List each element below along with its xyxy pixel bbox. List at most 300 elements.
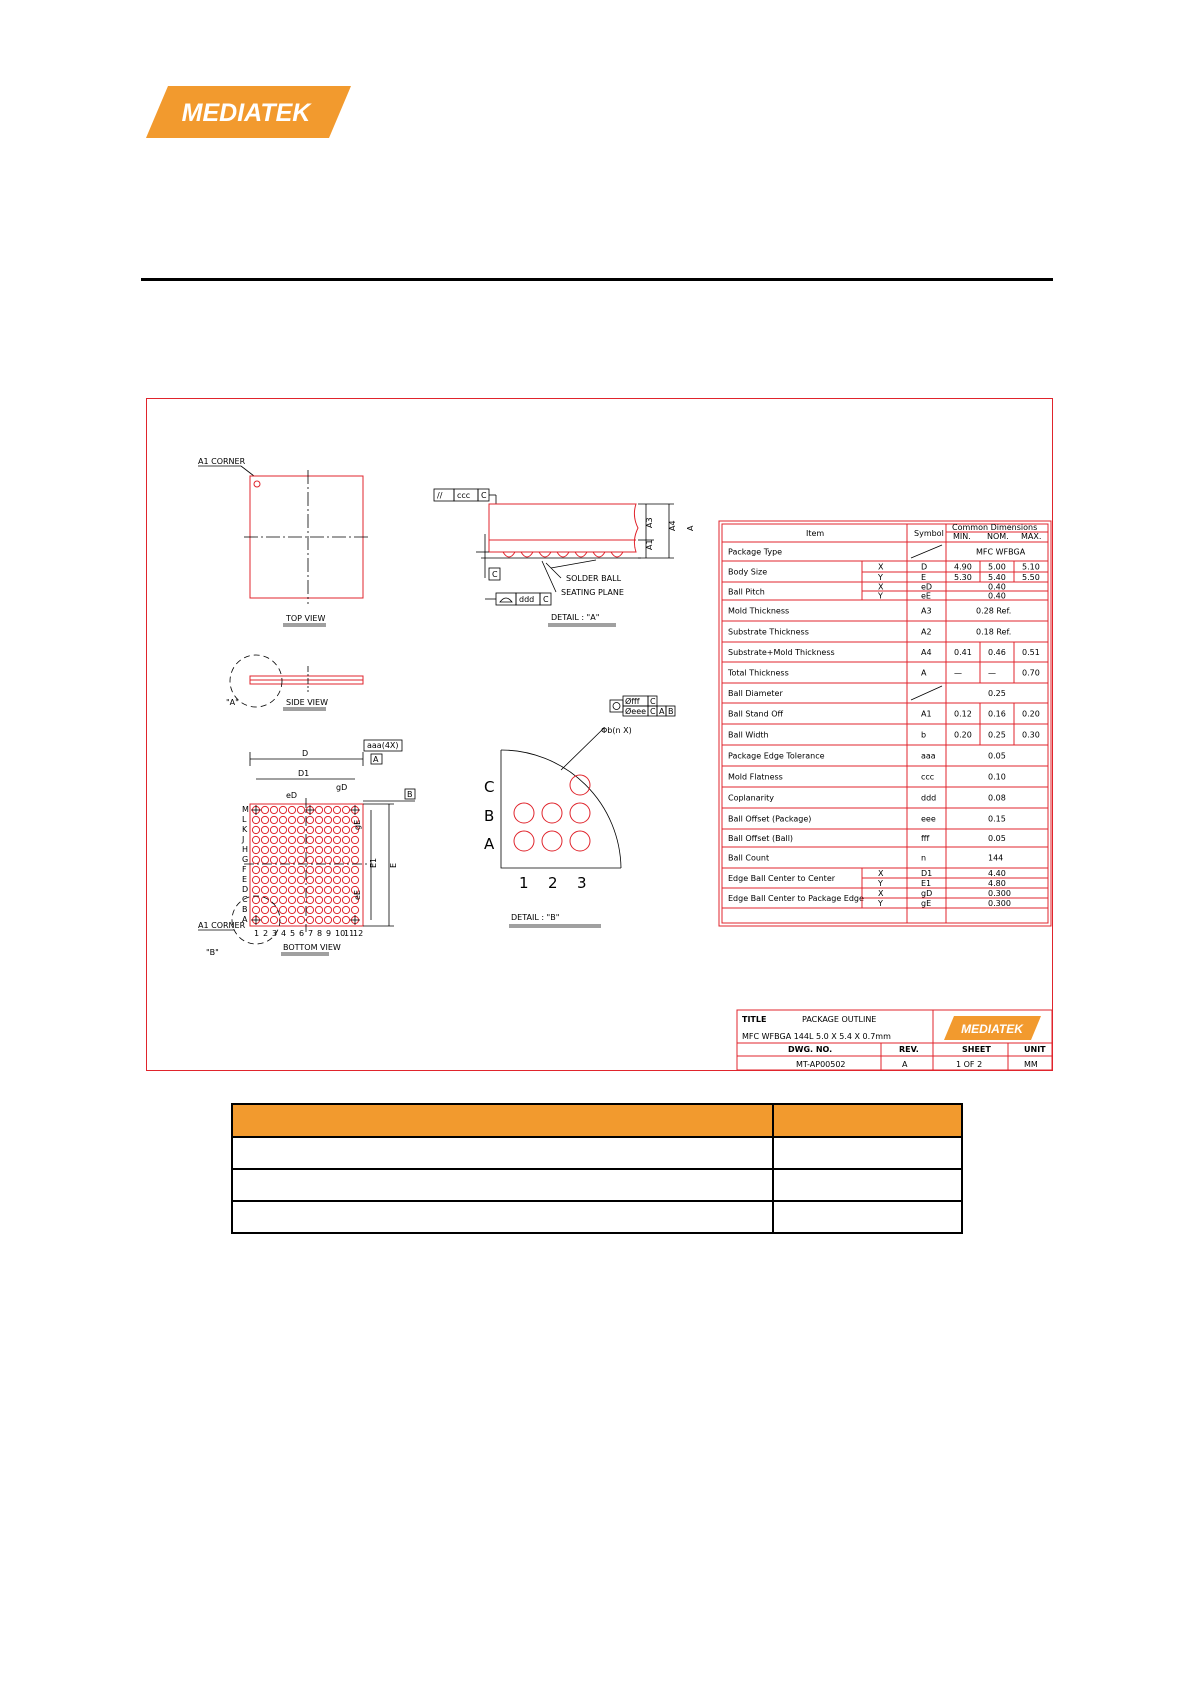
svg-text:A3: A3 [645, 517, 654, 528]
row-label: J [242, 835, 245, 844]
svg-text:0.10: 0.10 [988, 772, 1006, 782]
svg-text:Ball Width: Ball Width [728, 730, 769, 740]
revision-table-cell [232, 1137, 773, 1169]
svg-text:Common Dimensions: Common Dimensions [952, 523, 1038, 532]
solder-ball [270, 846, 277, 853]
solder-ball [252, 906, 259, 913]
svg-text:0.28 Ref.: 0.28 Ref. [976, 606, 1012, 616]
dim-table-row [722, 854, 1048, 869]
solder-ball [342, 906, 349, 913]
svg-text:REV.: REV. [899, 1045, 919, 1054]
solder-ball [288, 806, 295, 813]
svg-text:eE: eE [921, 591, 931, 601]
svg-text:Package Edge Tolerance: Package Edge Tolerance [728, 751, 825, 761]
svg-text:Substrate+Mold Thickness: Substrate+Mold Thickness [728, 648, 835, 657]
svg-text:0.12: 0.12 [954, 709, 972, 719]
solder-ball [342, 836, 349, 843]
solder-ball [261, 916, 268, 923]
svg-text:0.70: 0.70 [1022, 668, 1040, 678]
solder-ball [252, 826, 259, 833]
solder-ball [333, 856, 340, 863]
solder-ball [306, 816, 313, 823]
revision-table-row [232, 1169, 962, 1201]
svg-text:Ball Count: Ball Count [728, 853, 770, 863]
svg-text:Mold Thickness: Mold Thickness [728, 606, 790, 616]
svg-text:MEDIATEK: MEDIATEK [961, 1022, 1023, 1036]
detail-a [434, 489, 695, 626]
solder-ball [270, 886, 277, 893]
solder-ball [342, 806, 349, 813]
a1-marker [254, 481, 260, 487]
svg-text:A2: A2 [921, 627, 932, 637]
svg-text:A: A [484, 835, 495, 853]
dim-table-row [722, 628, 1048, 643]
svg-text:0.30: 0.30 [1022, 730, 1040, 740]
svg-text:TITLE: TITLE [742, 1015, 767, 1024]
svg-text:aaa: aaa [921, 751, 936, 761]
svg-text:1: 1 [519, 874, 529, 892]
svg-text:4.80: 4.80 [988, 879, 1006, 888]
svg-text:C: C [484, 778, 495, 796]
svg-text:0.25: 0.25 [988, 689, 1006, 698]
solder-ball [279, 896, 286, 903]
ball-grid [244, 798, 372, 932]
solder-ball [261, 876, 268, 883]
solder-ball [333, 906, 340, 913]
solder-ball [342, 876, 349, 883]
svg-text:Total Thickness: Total Thickness [728, 668, 789, 678]
svg-text:E1: E1 [369, 857, 378, 868]
svg-text:A: A [686, 525, 695, 531]
svg-text:4.90: 4.90 [954, 562, 972, 572]
svg-text:C: C [492, 570, 498, 579]
svg-text:Y: Y [878, 591, 883, 601]
svg-text:"A": "A" [226, 698, 239, 707]
solder-ball [342, 846, 349, 853]
mediatek-logo [146, 86, 351, 138]
svg-text:A: A [902, 1060, 908, 1069]
solder-ball [297, 806, 304, 813]
solder-ball [333, 826, 340, 833]
solder-ball [306, 826, 313, 833]
solder-ball [279, 906, 286, 913]
solder-ball [288, 916, 295, 923]
svg-text:D1: D1 [298, 769, 310, 778]
header-rule [141, 278, 1053, 281]
dim-table-row [722, 834, 1048, 847]
svg-text:0.08: 0.08 [988, 793, 1006, 803]
solder-ball [279, 826, 286, 833]
revision-table-row [232, 1201, 962, 1233]
svg-text:B: B [484, 807, 495, 825]
svg-text:A: A [659, 707, 665, 716]
svg-text:ccc: ccc [457, 491, 471, 500]
col-label: 12 [353, 929, 364, 938]
solder-ball [324, 806, 331, 813]
svg-text:D: D [302, 749, 309, 758]
svg-text:PACKAGE OUTLINE: PACKAGE OUTLINE [802, 1015, 877, 1024]
svg-text:Y: Y [878, 899, 883, 908]
detail-b-balls [514, 775, 590, 851]
solder-ball [315, 806, 322, 813]
solder-ball [252, 896, 259, 903]
solder-ball [342, 886, 349, 893]
solder-ball [270, 816, 277, 823]
col-labels [254, 929, 363, 938]
solder-ball [342, 896, 349, 903]
row-label: G [242, 855, 249, 864]
dim-table-row [722, 703, 1048, 724]
solder-ball [252, 836, 259, 843]
svg-text:SHEET: SHEET [962, 1045, 991, 1054]
svg-text:A: A [921, 668, 927, 678]
solder-ball [279, 876, 286, 883]
solder-ball [279, 806, 286, 813]
solder-ball [324, 906, 331, 913]
solder-ball [270, 866, 277, 873]
svg-text:X: X [878, 869, 884, 878]
svg-text:A3: A3 [921, 606, 932, 616]
solder-ball [297, 916, 304, 923]
col-label: 6 [299, 929, 305, 938]
svg-text:5.30: 5.30 [954, 573, 972, 582]
solder-ball [270, 896, 277, 903]
svg-text:5.10: 5.10 [1022, 562, 1040, 572]
solder-ball [288, 906, 295, 913]
drawing-frame [147, 399, 1053, 1071]
svg-text:—: — [954, 668, 962, 678]
solder-ball [279, 816, 286, 823]
svg-text:0.18 Ref.: 0.18 Ref. [976, 627, 1012, 637]
svg-text:2: 2 [548, 874, 558, 892]
solder-ball [297, 876, 304, 883]
solder-ball [270, 906, 277, 913]
svg-text:Ball Pitch: Ball Pitch [728, 587, 765, 597]
solder-ball [297, 846, 304, 853]
revision-table-cell [773, 1104, 962, 1137]
dim-table-row [722, 591, 1048, 601]
svg-text:Y: Y [878, 573, 883, 582]
svg-text:n: n [921, 853, 927, 863]
svg-text:MT-AP00502: MT-AP00502 [796, 1060, 846, 1069]
col-label: 11 [344, 929, 355, 938]
svg-text:0.40: 0.40 [988, 582, 1006, 592]
svg-text:Ball Offset (Ball): Ball Offset (Ball) [728, 834, 794, 843]
package-outline-drawing [146, 398, 1053, 1071]
svg-text:Substrate Thickness: Substrate Thickness [728, 627, 809, 637]
solder-ball [333, 876, 340, 883]
solder-ball [342, 916, 349, 923]
svg-text:UNIT: UNIT [1024, 1045, 1046, 1054]
solder-ball [315, 866, 322, 873]
solder-ball [315, 816, 322, 823]
solder-ball [270, 806, 277, 813]
svg-text:E: E [921, 573, 927, 582]
svg-text:1 OF 2: 1 OF 2 [956, 1060, 983, 1069]
revision-table-header [232, 1104, 962, 1137]
solder-ball [306, 896, 313, 903]
solder-ball [333, 886, 340, 893]
svg-text:B: B [668, 707, 674, 716]
solder-ball [333, 916, 340, 923]
svg-text:Øeee: Øeee [625, 707, 647, 716]
solder-ball [342, 856, 349, 863]
svg-text:MIN.: MIN. [953, 532, 971, 541]
solder-ball [270, 916, 277, 923]
svg-text:0.46: 0.46 [988, 648, 1006, 657]
svg-text:A: A [373, 755, 379, 764]
col-label: 5 [290, 929, 296, 938]
title-block [737, 1010, 1052, 1070]
solder-ball [297, 856, 304, 863]
svg-text:0.300: 0.300 [988, 899, 1011, 908]
svg-text:C: C [543, 595, 549, 604]
solder-ball [261, 826, 268, 833]
solder-ball [288, 876, 295, 883]
solder-ball [324, 846, 331, 853]
svg-text:ccc: ccc [921, 772, 935, 782]
solder-ball [342, 866, 349, 873]
svg-text:Edge Ball Center to Package Ed: Edge Ball Center to Package Edge [728, 894, 864, 903]
svg-text:X: X [878, 562, 884, 572]
svg-text:D: D [921, 562, 928, 572]
row-label: M [242, 805, 249, 814]
solder-ball [333, 836, 340, 843]
solder-ball [261, 886, 268, 893]
svg-text:MFC WFBGA 144L 5.0 X 5.4 X 0.7: MFC WFBGA 144L 5.0 X 5.4 X 0.7mm [742, 1032, 891, 1041]
solder-ball [288, 886, 295, 893]
svg-text:DETAIL : "B": DETAIL : "B" [511, 913, 560, 922]
solder-ball [351, 906, 358, 913]
svg-text:0.41: 0.41 [954, 648, 972, 657]
svg-text:Package Type: Package Type [728, 547, 783, 557]
solder-ball [279, 856, 286, 863]
svg-text:Edge Ball Center to Center: Edge Ball Center to Center [728, 874, 836, 883]
solder-ball [270, 876, 277, 883]
svg-text:0.05: 0.05 [988, 834, 1006, 843]
svg-text:A4: A4 [921, 648, 932, 657]
revision-table-row [232, 1137, 962, 1169]
dim-table-row [722, 545, 1048, 561]
svg-text:Symbol: Symbol [914, 529, 944, 538]
detail-b-ball [570, 775, 590, 795]
svg-text:eee: eee [921, 814, 936, 824]
solder-ball [252, 886, 259, 893]
solder-ball [342, 826, 349, 833]
solder-ball [342, 816, 349, 823]
col-label: 3 [272, 929, 278, 938]
detail-b-ball [542, 803, 562, 823]
solder-ball [297, 826, 304, 833]
solder-ball [279, 916, 286, 923]
solder-ball [270, 836, 277, 843]
solder-ball [315, 896, 322, 903]
svg-text:5.00: 5.00 [988, 562, 1006, 572]
svg-text:C: C [481, 491, 487, 500]
svg-text:0.300: 0.300 [988, 889, 1011, 898]
svg-text:E: E [389, 862, 398, 868]
detail-b-ball [514, 831, 534, 851]
svg-text:ddd: ddd [921, 793, 937, 803]
solder-ball [333, 806, 340, 813]
solder-ball [351, 876, 358, 883]
top-view [198, 457, 370, 626]
solder-ball [261, 806, 268, 813]
solder-ball [351, 856, 358, 863]
dimension-table [719, 521, 1051, 926]
svg-text:0.20: 0.20 [954, 730, 972, 740]
svg-text:Y: Y [878, 879, 883, 888]
svg-text:A1 CORNER: A1 CORNER [198, 921, 246, 930]
svg-text:Ball Stand Off: Ball Stand Off [728, 709, 783, 719]
svg-text:144: 144 [988, 853, 1004, 863]
svg-text:D1: D1 [921, 869, 933, 878]
detail-b [484, 696, 675, 927]
solder-ball [261, 816, 268, 823]
svg-text:B: B [407, 790, 413, 799]
svg-text:C: C [650, 707, 656, 716]
solder-ball [252, 856, 259, 863]
row-label: F [242, 865, 247, 874]
svg-text:TOP VIEW: TOP VIEW [286, 614, 326, 623]
detail-b-ball [570, 803, 590, 823]
dim-table-row [722, 607, 1048, 622]
solder-ball [324, 866, 331, 873]
svg-text:SIDE VIEW: SIDE VIEW [286, 698, 328, 707]
solder-ball [306, 886, 313, 893]
detail-b-ball [542, 831, 562, 851]
svg-text:gE: gE [353, 819, 362, 830]
svg-text:X: X [878, 889, 884, 898]
solder-ball [306, 836, 313, 843]
svg-text:MFC WFBGA: MFC WFBGA [976, 547, 1026, 557]
revision-table-cell [773, 1169, 962, 1201]
solder-ball [288, 826, 295, 833]
svg-text:MM: MM [1024, 1060, 1038, 1069]
svg-text:ddd: ddd [519, 595, 535, 604]
svg-text:Ball Diameter: Ball Diameter [728, 689, 783, 698]
solder-ball [315, 886, 322, 893]
solder-ball [324, 856, 331, 863]
solder-ball [297, 866, 304, 873]
solder-ball [333, 846, 340, 853]
solder-ball [270, 826, 277, 833]
solder-ball [297, 816, 304, 823]
package-body-bottom [250, 804, 363, 926]
svg-text:A1: A1 [645, 539, 654, 550]
svg-text:DETAIL : "A": DETAIL : "A" [551, 613, 600, 622]
svg-text:Φb(n X): Φb(n X) [601, 726, 632, 735]
solder-ball [297, 886, 304, 893]
svg-text:Mold Flatness: Mold Flatness [728, 772, 783, 782]
svg-text:DWG. NO.: DWG. NO. [788, 1045, 833, 1054]
solder-ball [306, 856, 313, 863]
solder-ball [261, 856, 268, 863]
solder-ball [324, 826, 331, 833]
svg-text:0.15: 0.15 [988, 814, 1006, 824]
svg-text:0.51: 0.51 [1022, 648, 1040, 657]
svg-text:aaa(4X): aaa(4X) [367, 741, 399, 750]
svg-text:gD: gD [921, 889, 933, 898]
revision-table-cell [773, 1137, 962, 1169]
solder-ball [324, 886, 331, 893]
solder-ball [315, 836, 322, 843]
solder-ball [288, 896, 295, 903]
solder-ball [270, 856, 277, 863]
svg-text:"B": "B" [206, 948, 219, 957]
solder-ball [261, 836, 268, 843]
solder-ball [351, 866, 358, 873]
solder-ball [297, 896, 304, 903]
col-label: 2 [263, 929, 269, 938]
col-label: 10 [335, 929, 346, 938]
row-label: D [242, 885, 249, 894]
col-label: 1 [254, 929, 260, 938]
svg-text:X: X [878, 582, 884, 592]
dim-table-row [722, 815, 1048, 830]
dim-table-row [722, 662, 1048, 683]
solder-ball [324, 916, 331, 923]
logo-text: MEDIATEK [181, 99, 311, 127]
svg-text:Body Size: Body Size [728, 567, 768, 577]
solder-ball [333, 816, 340, 823]
revision-table-cell [232, 1104, 773, 1137]
solder-ball [333, 866, 340, 873]
side-view [226, 655, 363, 710]
svg-text:A1: A1 [921, 709, 932, 719]
row-label: K [242, 825, 248, 834]
solder-ball [315, 856, 322, 863]
revision-table-cell [232, 1169, 773, 1201]
svg-text:Item: Item [806, 529, 825, 538]
solder-ball [315, 876, 322, 883]
svg-text:A1 CORNER: A1 CORNER [198, 457, 246, 466]
solder-ball [324, 816, 331, 823]
solder-ball [279, 846, 286, 853]
svg-text:eD: eD [921, 582, 933, 592]
dim-table-row [722, 572, 1048, 582]
bottom-view [198, 740, 415, 957]
solder-ball [261, 906, 268, 913]
row-label: B [242, 905, 248, 914]
solder-ball [306, 846, 313, 853]
solder-ball [324, 876, 331, 883]
dim-table-row [722, 724, 1048, 745]
solder-ball [288, 856, 295, 863]
solder-ball [288, 836, 295, 843]
solder-ball [351, 846, 358, 853]
dim-table-row [722, 686, 1048, 703]
dim-table-row [722, 642, 1048, 662]
svg-text:gE: gE [921, 899, 932, 908]
solder-ball [288, 816, 295, 823]
col-label: 8 [317, 929, 323, 938]
solder-ball [261, 866, 268, 873]
svg-text:E1: E1 [921, 879, 932, 888]
svg-text:0.20: 0.20 [1022, 709, 1040, 719]
solder-ball [315, 826, 322, 833]
svg-text:—: — [988, 668, 996, 678]
svg-text:5.50: 5.50 [1022, 573, 1040, 582]
solder-ball [306, 876, 313, 883]
row-label: A [242, 915, 248, 924]
svg-text:MAX.: MAX. [1021, 532, 1042, 541]
svg-text://: // [437, 491, 443, 500]
col-label: 7 [308, 929, 314, 938]
svg-text:4.40: 4.40 [988, 869, 1006, 878]
svg-text:5.40: 5.40 [988, 573, 1006, 582]
solder-ball [315, 906, 322, 913]
